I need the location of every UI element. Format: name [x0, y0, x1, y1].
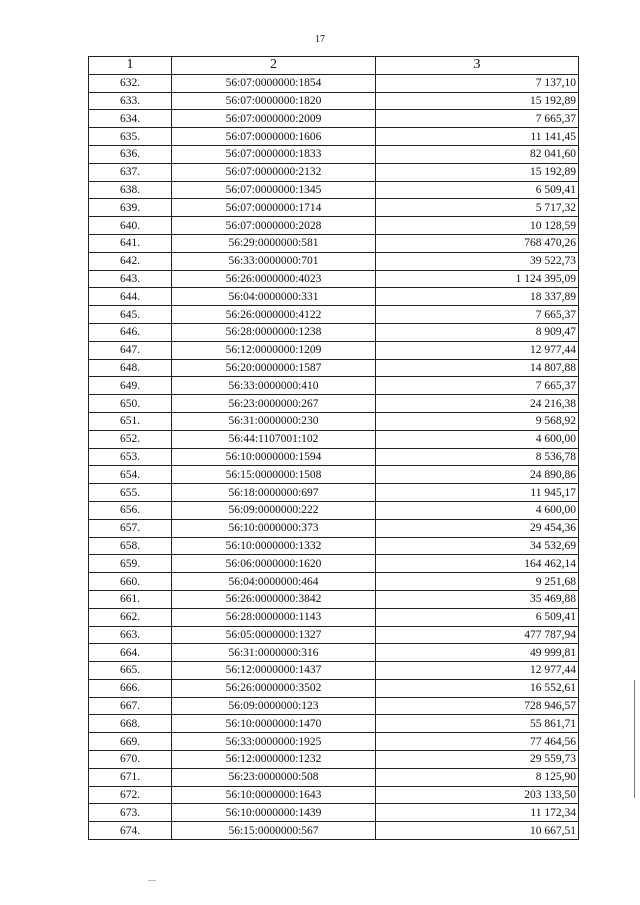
table-row — [89, 252, 579, 270]
table-row — [89, 199, 579, 217]
table-row — [89, 786, 579, 804]
cadastral-number-cell: 56:09:0000000:222 — [172, 501, 376, 519]
table-row — [89, 74, 579, 92]
row-number-cell: 640. — [89, 217, 172, 235]
row-number-cell: 669. — [89, 733, 172, 751]
amount-cell: 10 128,59 — [376, 217, 579, 235]
cadastral-number-cell: 56:28:0000000:1143 — [172, 608, 376, 626]
column-header-3: 3 — [376, 57, 579, 75]
table-row — [89, 234, 579, 252]
amount-cell: 8 536,78 — [376, 448, 579, 466]
table-row — [89, 181, 579, 199]
table-row — [89, 270, 579, 288]
table-row — [89, 110, 579, 128]
column-header-1: 1 — [89, 57, 172, 75]
amount-cell: 15 192,89 — [376, 163, 579, 181]
amount-cell: 768 470,26 — [376, 234, 579, 252]
amount-cell: 7 665,37 — [376, 306, 579, 324]
amount-cell: 11 172,34 — [376, 804, 579, 822]
table-row — [89, 163, 579, 181]
cadastral-number-cell: 56:10:0000000:1643 — [172, 786, 376, 804]
table-row — [89, 822, 579, 840]
amount-cell: 29 454,36 — [376, 519, 579, 537]
table-row — [89, 644, 579, 662]
amount-cell: 728 946,57 — [376, 697, 579, 715]
row-number-cell: 634. — [89, 110, 172, 128]
cadastral-number-cell: 56:33:0000000:701 — [172, 252, 376, 270]
table-row — [89, 537, 579, 555]
data-table — [88, 56, 579, 840]
amount-cell: 39 522,73 — [376, 252, 579, 270]
row-number-cell: 635. — [89, 128, 172, 146]
table-row — [89, 768, 579, 786]
column-header-2: 2 — [172, 57, 376, 75]
table-row — [89, 395, 579, 413]
row-number-cell: 632. — [89, 74, 172, 92]
amount-cell: 8 909,47 — [376, 323, 579, 341]
row-number-cell: 662. — [89, 608, 172, 626]
cadastral-number-cell: 56:04:0000000:331 — [172, 288, 376, 306]
amount-cell: 477 787,94 — [376, 626, 579, 644]
row-number-cell: 637. — [89, 163, 172, 181]
table-row — [89, 466, 579, 484]
table-row — [89, 92, 579, 110]
amount-cell: 24 216,38 — [376, 395, 579, 413]
row-number-cell: 670. — [89, 751, 172, 769]
table-row — [89, 306, 579, 324]
table-row — [89, 519, 579, 537]
amount-cell: 164 462,14 — [376, 555, 579, 573]
row-number-cell: 649. — [89, 377, 172, 395]
row-number-cell: 633. — [89, 92, 172, 110]
row-number-cell: 655. — [89, 484, 172, 502]
row-number-cell: 644. — [89, 288, 172, 306]
row-number-cell: 656. — [89, 501, 172, 519]
table-row — [89, 679, 579, 697]
amount-cell: 10 667,51 — [376, 822, 579, 840]
cadastral-number-cell: 56:10:0000000:373 — [172, 519, 376, 537]
cadastral-number-cell: 56:10:0000000:1439 — [172, 804, 376, 822]
table-row — [89, 590, 579, 608]
amount-cell: 7 665,37 — [376, 377, 579, 395]
table-row — [89, 697, 579, 715]
row-number-cell: 664. — [89, 644, 172, 662]
cadastral-number-cell: 56:10:0000000:1332 — [172, 537, 376, 555]
table-row — [89, 715, 579, 733]
table-row — [89, 608, 579, 626]
amount-cell: 7 137,10 — [376, 74, 579, 92]
table-row — [89, 288, 579, 306]
row-number-cell: 660. — [89, 573, 172, 591]
amount-cell: 49 999,81 — [376, 644, 579, 662]
row-number-cell: 654. — [89, 466, 172, 484]
page-number: 17 — [315, 34, 325, 45]
table-row — [89, 555, 579, 573]
amount-cell: 18 337,89 — [376, 288, 579, 306]
table-row — [89, 733, 579, 751]
row-number-cell: 647. — [89, 341, 172, 359]
cadastral-number-cell: 56:15:0000000:567 — [172, 822, 376, 840]
amount-cell: 7 665,37 — [376, 110, 579, 128]
scan-speck — [148, 880, 156, 881]
row-number-cell: 657. — [89, 519, 172, 537]
amount-cell: 14 807,88 — [376, 359, 579, 377]
cadastral-number-cell: 56:26:0000000:4023 — [172, 270, 376, 288]
cadastral-number-cell: 56:12:0000000:1209 — [172, 341, 376, 359]
cadastral-number-cell: 56:07:0000000:1820 — [172, 92, 376, 110]
table-row — [89, 145, 579, 163]
cadastral-number-cell: 56:31:0000000:316 — [172, 644, 376, 662]
row-number-cell: 646. — [89, 323, 172, 341]
row-number-cell: 672. — [89, 786, 172, 804]
cadastral-number-cell: 56:12:0000000:1437 — [172, 662, 376, 680]
table-row — [89, 804, 579, 822]
row-number-cell: 645. — [89, 306, 172, 324]
table-row — [89, 626, 579, 644]
row-number-cell: 643. — [89, 270, 172, 288]
row-number-cell: 639. — [89, 199, 172, 217]
cadastral-number-cell: 56:12:0000000:1232 — [172, 751, 376, 769]
cadastral-number-cell: 56:10:0000000:1594 — [172, 448, 376, 466]
amount-cell: 4 600,00 — [376, 430, 579, 448]
cadastral-number-cell: 56:44:1107001:102 — [172, 430, 376, 448]
row-number-cell: 665. — [89, 662, 172, 680]
cadastral-number-cell: 56:05:0000000:1327 — [172, 626, 376, 644]
amount-cell: 34 532,69 — [376, 537, 579, 555]
row-number-cell: 671. — [89, 768, 172, 786]
page-edge-line — [634, 680, 635, 798]
table-row — [89, 501, 579, 519]
cadastral-number-cell: 56:23:0000000:267 — [172, 395, 376, 413]
row-number-cell: 651. — [89, 412, 172, 430]
cadastral-number-cell: 56:07:0000000:1833 — [172, 145, 376, 163]
row-number-cell: 652. — [89, 430, 172, 448]
cadastral-number-cell: 56:26:0000000:3842 — [172, 590, 376, 608]
cadastral-number-cell: 56:18:0000000:697 — [172, 484, 376, 502]
amount-cell: 6 509,41 — [376, 608, 579, 626]
cadastral-number-cell: 56:23:0000000:508 — [172, 768, 376, 786]
table-row — [89, 341, 579, 359]
amount-cell: 15 192,89 — [376, 92, 579, 110]
cadastral-number-cell: 56:10:0000000:1470 — [172, 715, 376, 733]
row-number-cell: 667. — [89, 697, 172, 715]
amount-cell: 77 464,56 — [376, 733, 579, 751]
row-number-cell: 661. — [89, 590, 172, 608]
row-number-cell: 650. — [89, 395, 172, 413]
cadastral-number-cell: 56:07:0000000:2132 — [172, 163, 376, 181]
amount-cell: 24 890,86 — [376, 466, 579, 484]
amount-cell: 35 469,88 — [376, 590, 579, 608]
row-number-cell: 674. — [89, 822, 172, 840]
cadastral-number-cell: 56:26:0000000:3502 — [172, 679, 376, 697]
row-number-cell: 648. — [89, 359, 172, 377]
row-number-cell: 659. — [89, 555, 172, 573]
cadastral-number-cell: 56:06:0000000:1620 — [172, 555, 376, 573]
table-row — [89, 448, 579, 466]
amount-cell: 55 861,71 — [376, 715, 579, 733]
table-row — [89, 484, 579, 502]
amount-cell: 9 251,68 — [376, 573, 579, 591]
amount-cell: 8 125,90 — [376, 768, 579, 786]
cadastral-number-cell: 56:33:0000000:1925 — [172, 733, 376, 751]
row-number-cell: 673. — [89, 804, 172, 822]
row-number-cell: 638. — [89, 181, 172, 199]
amount-cell: 16 552,61 — [376, 679, 579, 697]
cadastral-number-cell: 56:29:0000000:581 — [172, 234, 376, 252]
table-row — [89, 662, 579, 680]
amount-cell: 11 945,17 — [376, 484, 579, 502]
table-row — [89, 412, 579, 430]
amount-cell: 12 977,44 — [376, 662, 579, 680]
cadastral-number-cell: 56:09:0000000:123 — [172, 697, 376, 715]
cadastral-number-cell: 56:07:0000000:1854 — [172, 74, 376, 92]
amount-cell: 1 124 395,09 — [376, 270, 579, 288]
amount-cell: 5 717,32 — [376, 199, 579, 217]
amount-cell: 4 600,00 — [376, 501, 579, 519]
row-number-cell: 636. — [89, 145, 172, 163]
table-row — [89, 430, 579, 448]
cadastral-number-cell: 56:33:0000000:410 — [172, 377, 376, 395]
amount-cell: 29 559,73 — [376, 751, 579, 769]
cadastral-number-cell: 56:07:0000000:1345 — [172, 181, 376, 199]
cadastral-number-cell: 56:31:0000000:230 — [172, 412, 376, 430]
table-row — [89, 128, 579, 146]
row-number-cell: 642. — [89, 252, 172, 270]
cadastral-number-cell: 56:07:0000000:1606 — [172, 128, 376, 146]
row-number-cell: 653. — [89, 448, 172, 466]
amount-cell: 12 977,44 — [376, 341, 579, 359]
row-number-cell: 663. — [89, 626, 172, 644]
table-row — [89, 359, 579, 377]
cadastral-number-cell: 56:26:0000000:4122 — [172, 306, 376, 324]
row-number-cell: 668. — [89, 715, 172, 733]
table-row — [89, 573, 579, 591]
cadastral-number-cell: 56:20:0000000:1587 — [172, 359, 376, 377]
cadastral-number-cell: 56:07:0000000:2009 — [172, 110, 376, 128]
amount-cell: 11 141,45 — [376, 128, 579, 146]
amount-cell: 9 568,92 — [376, 412, 579, 430]
amount-cell: 203 133,50 — [376, 786, 579, 804]
row-number-cell: 658. — [89, 537, 172, 555]
cadastral-number-cell: 56:28:0000000:1238 — [172, 323, 376, 341]
cadastral-number-cell: 56:07:0000000:1714 — [172, 199, 376, 217]
table-row — [89, 323, 579, 341]
table-row — [89, 377, 579, 395]
table-header-row — [89, 57, 579, 75]
amount-cell: 82 041,60 — [376, 145, 579, 163]
amount-cell: 6 509,41 — [376, 181, 579, 199]
cadastral-number-cell: 56:04:0000000:464 — [172, 573, 376, 591]
table-row — [89, 217, 579, 235]
row-number-cell: 641. — [89, 234, 172, 252]
cadastral-number-cell: 56:15:0000000:1508 — [172, 466, 376, 484]
table-row — [89, 751, 579, 769]
row-number-cell: 666. — [89, 679, 172, 697]
cadastral-number-cell: 56:07:0000000:2028 — [172, 217, 376, 235]
